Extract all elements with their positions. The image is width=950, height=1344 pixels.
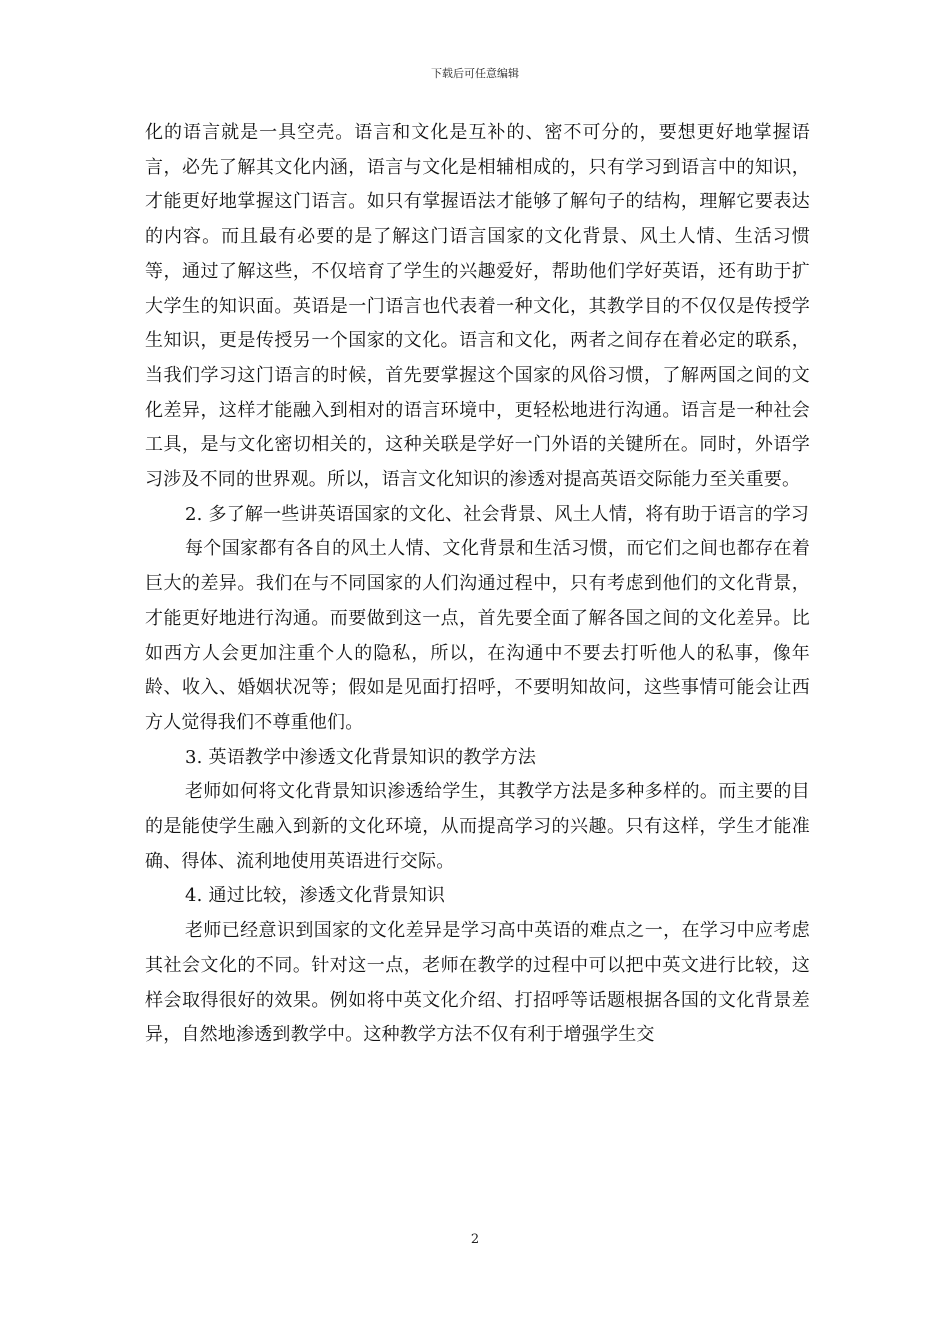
paragraph-body: 每个国家都有各自的风土人情、文化背景和生活习惯，而它们之间也都存在着巨大的差异。我们在与不同国家的人们沟通过程中，只有考虑到他们的文化背景，才能更好地进行沟通。而要做到这一点，首先要全面了解各国之间的文化差异。比如西方人会更加注重个人的隐私，所以，在沟通中不要去打听他人的私事，像年龄、收入、婚姻状况等；假如是见面打招呼，不要明知故问，这些事情可能会让西方人觉得我们不尊重他们。 bbox=[145, 538, 810, 733]
document-body bbox=[145, 116, 810, 1053]
paragraph-body-continued: 化的语言就是一具空壳。语言和文化是互补的、密不可分的，要想更好地掌握语言，必先了解其文化内涵，语言与文化是相辅相成的，只有学习到语言中的知识，才能更好地掌握这门语言。如只有掌握语法才能够了解句子的结构，理解它要表达的内容。而且最有必要的是了解这门语言国家的文化背景、风土人情、生活习惯等，通过了解这些，不仅培育了学生的兴趣爱好，帮助他们学好英语，还有助于扩大学生的知识面。英语是一门语言也代表着一种文化，其教学目的不仅仅是传授学生知识，更是传授另一个国家的文化。语言和文化，两者之间存在着必定的联系，当我们学习这门语言的时候，首先要掌握这个国家的风俗习惯，了解两国之间的文化差异，这样才能融入到相对的语言环境中，更轻松地进行沟通。语言是一种社会工具，是与文化密切相关的，这种关联是学好一门外语的关键所在。同时，外语学习涉及不同的世界观。所以，语言文化知识的渗透对提高英语交际能力至关重要。 bbox=[145, 122, 810, 491]
page-number: 2 bbox=[470, 1232, 480, 1247]
section-heading-2: 2. 多了解一些讲英语国家的文化、社会背景、风土人情，将有助于语言的学习 bbox=[185, 503, 810, 525]
section-heading-4: 4. 通过比较，渗透文化背景知识 bbox=[185, 885, 446, 907]
paragraph-body: 老师如何将文化背景知识渗透给学生，其教学方法是多种多样的。而主要的目的是能使学生融入到新的文化环境，从而提高学习的兴趣。只有这样，学生才能准确、得体、流利地使用英语进行交际。 bbox=[145, 781, 810, 872]
paragraph-body: 老师已经意识到国家的文化差异是学习高中英语的难点之一，在学习中应考虑其社会文化的不同。针对这一点，老师在教学的过程中可以把中英文进行比较，这样会取得很好的效果。例如将中英文化介绍、打招呼等话题根据各国的文化背景差异，自然地渗透到教学中。这种教学方法不仅有利于增强学生交 bbox=[145, 920, 810, 1046]
section-heading-3: 3. 英语教学中渗透文化背景知识的教学方法 bbox=[185, 746, 537, 768]
page-header: 下载后可任意编辑 bbox=[431, 67, 519, 80]
